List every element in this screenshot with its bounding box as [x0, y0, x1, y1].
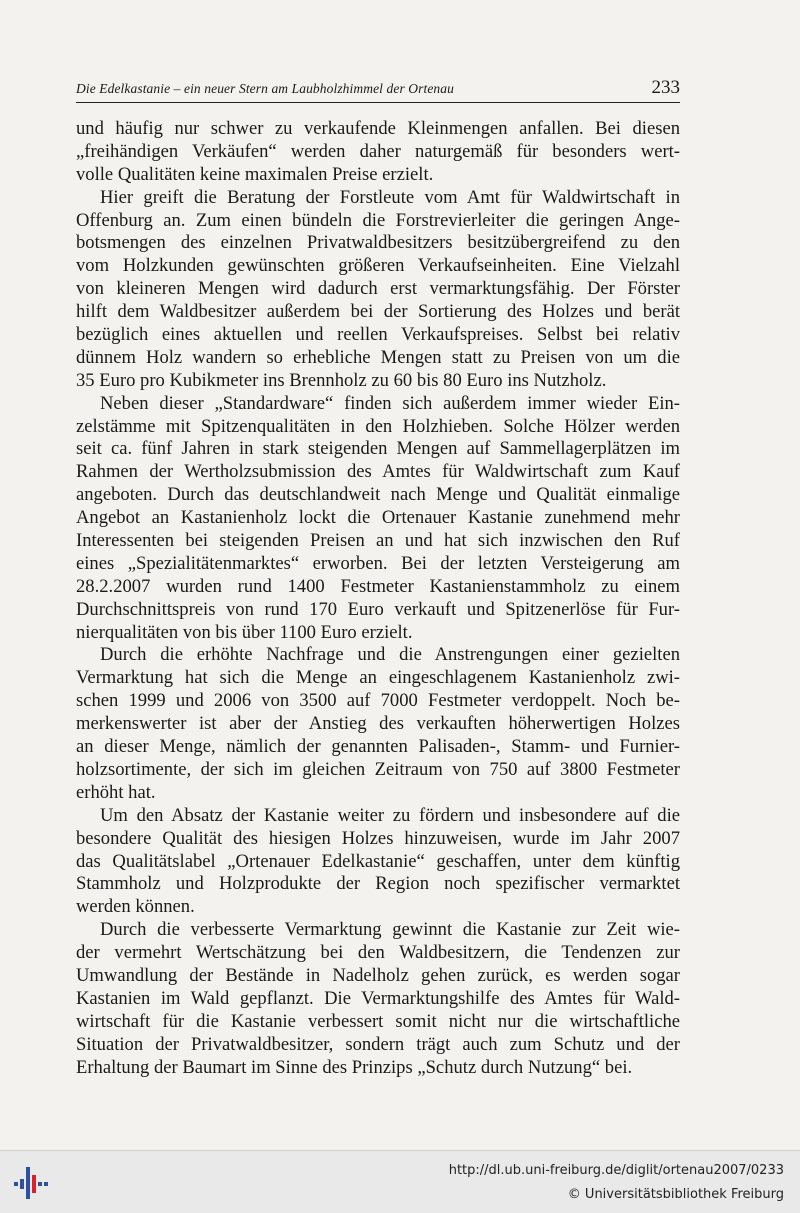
- text-line: Kastanien im Wald gepflanzt. Die Vermarktungshilfe des Amtes für Wald-: [76, 987, 680, 1009]
- text-line: 28.2.2007 wurden rund 1400 Festmeter Kastanienstammholz zu einem: [76, 575, 680, 597]
- text-line: Vermarktung hat sich die Menge an eingeschlagenem Kastanienholz zwi-: [76, 667, 680, 689]
- text-line: seit ca. fünf Jahren in stark steigenden Mengen auf Sammellagerplätzen im: [76, 438, 680, 460]
- text-line: merkenswerter ist aber der Anstieg des verkauften höherwertigen Holzes: [76, 713, 680, 735]
- text-line: an dieser Menge, nämlich der genannten Palisaden-, Stamm- und Furnier-: [76, 736, 680, 758]
- text-line: angeboten. Durch das deutschlandweit nach Menge und Qualität einmalige: [76, 484, 680, 506]
- copyright-notice: © Universitätsbibliothek Freiburg: [567, 1187, 784, 1202]
- ub-freiburg-logo-icon[interactable]: [12, 1165, 52, 1201]
- text-line: nierqualitäten von bis über 1100 Euro erzielt.: [76, 621, 413, 643]
- running-title: Die Edelkastanie – ein neuer Stern am Laubholzhimmel der Ortenau: [76, 81, 454, 96]
- viewer-footer: [0, 1150, 800, 1213]
- text-line: botsmengen des einzelnen Privatwaldbesitzers besitzübergreifend zu den: [76, 232, 680, 254]
- text-line: besondere Qualität des hiesigen Holzes hinzuweisen, wurde im Jahr 2007: [76, 827, 680, 849]
- text-line: vom Holzkunden gewünschten größeren Verkaufseinheiten. Eine Vielzahl: [76, 255, 680, 277]
- text-line: Rahmen der Wertholzsubmission des Amtes für Waldwirtschaft zum Kauf: [76, 461, 680, 483]
- text-line: erhöht hat.: [76, 781, 156, 803]
- text-line: Hier greift die Beratung der Forstleute vom Amt für Waldwirtschaft in: [100, 186, 680, 208]
- text-line: Offenburg an. Zum einen bündeln die Forstrevierleiter die geringen Ange-: [76, 209, 680, 231]
- running-head: [76, 74, 680, 103]
- text-line: Durch die verbesserte Vermarktung gewinnt die Kastanie zur Zeit wie-: [100, 919, 680, 941]
- text-line: Stammholz und Holzprodukte der Region noch spezifischer vermarktet: [76, 873, 680, 895]
- text-line: wirtschaft für die Kastanie verbessert somit nicht nur die wirtschaftliche: [76, 1010, 680, 1032]
- text-line: der vermehrt Wertschätzung bei den Waldbesitzern, die Tendenzen zur: [76, 942, 680, 964]
- permalink-url[interactable]: http://dl.ub.uni-freiburg.de/diglit/ortenau2007/0233: [448, 1163, 784, 1178]
- text-line: Durchschnittspreis von rund 170 Euro verkauft und Spitzenerlöse für Fur-: [76, 598, 680, 620]
- text-line: „freihändigen Verkäufen“ werden daher naturgemäß für besonders wert-: [76, 140, 680, 162]
- text-line: werden können.: [76, 896, 195, 918]
- text-line: Umwandlung der Bestände in Nadelholz gehen zurück, es werden sogar: [76, 964, 680, 986]
- text-line: Durch die erhöhte Nachfrage und die Anstrengungen einer gezielten: [100, 644, 680, 666]
- text-line: Neben dieser „Standardware“ finden sich außerdem immer wieder Ein-: [100, 392, 680, 414]
- text-line: hilft dem Waldbesitzer außerdem bei der Sortierung des Holzes und berät: [76, 301, 680, 323]
- text-line: Situation der Privatwaldbesitzer, sondern trägt auch zum Schutz und der: [76, 1033, 680, 1055]
- text-line: schen 1999 und 2006 von 3500 auf 7000 Festmeter verdoppelt. Noch be-: [76, 690, 680, 712]
- text-line: holzsortimente, der sich im gleichen Zeitraum von 750 auf 3800 Festmeter: [76, 758, 680, 780]
- text-line: bezüglich eines aktuellen und reellen Verkaufspreises. Selbst bei relativ: [76, 324, 680, 346]
- text-line: Angebot an Kastanienholz lockt die Ortenauer Kastanie zunehmend mehr: [76, 507, 680, 529]
- text-line: Um den Absatz der Kastanie weiter zu fördern und insbesondere auf die: [100, 804, 680, 826]
- text-line: von kleineren Mengen wird dadurch erst vermarktungsfähig. Der Förster: [76, 278, 680, 300]
- text-line: 35 Euro pro Kubikmeter ins Brennholz zu 60 bis 80 Euro ins Nutzholz.: [76, 369, 607, 391]
- page-number: 233: [651, 77, 680, 98]
- text-line: volle Qualitäten keine maximalen Preise erzielt.: [76, 163, 434, 185]
- text-line: Interessenten bei steigenden Preisen an und hat sich inzwischen den Ruf: [76, 530, 680, 552]
- body-text: [76, 118, 680, 1079]
- text-line: das Qualitätslabel „Ortenauer Edelkastanie“ geschaffen, unter dem künftig: [76, 850, 680, 872]
- text-line: Erhaltung der Baumart im Sinne des Prinzips „Schutz durch Nutzung“ bei.: [76, 1056, 633, 1078]
- text-line: eines „Spezialitätenmarktes“ erworben. Bei der letzten Versteigerung am: [76, 552, 680, 574]
- text-line: und häufig nur schwer zu verkaufende Kleinmengen anfallen. Bei diesen: [76, 118, 680, 139]
- text-line: dünnem Holz wandern so erhebliche Mengen statt zu Preisen von um die: [76, 346, 680, 368]
- text-line: zelstämme mit Spitzenqualitäten in den Holzhieben. Solche Hölzer werden: [76, 415, 680, 437]
